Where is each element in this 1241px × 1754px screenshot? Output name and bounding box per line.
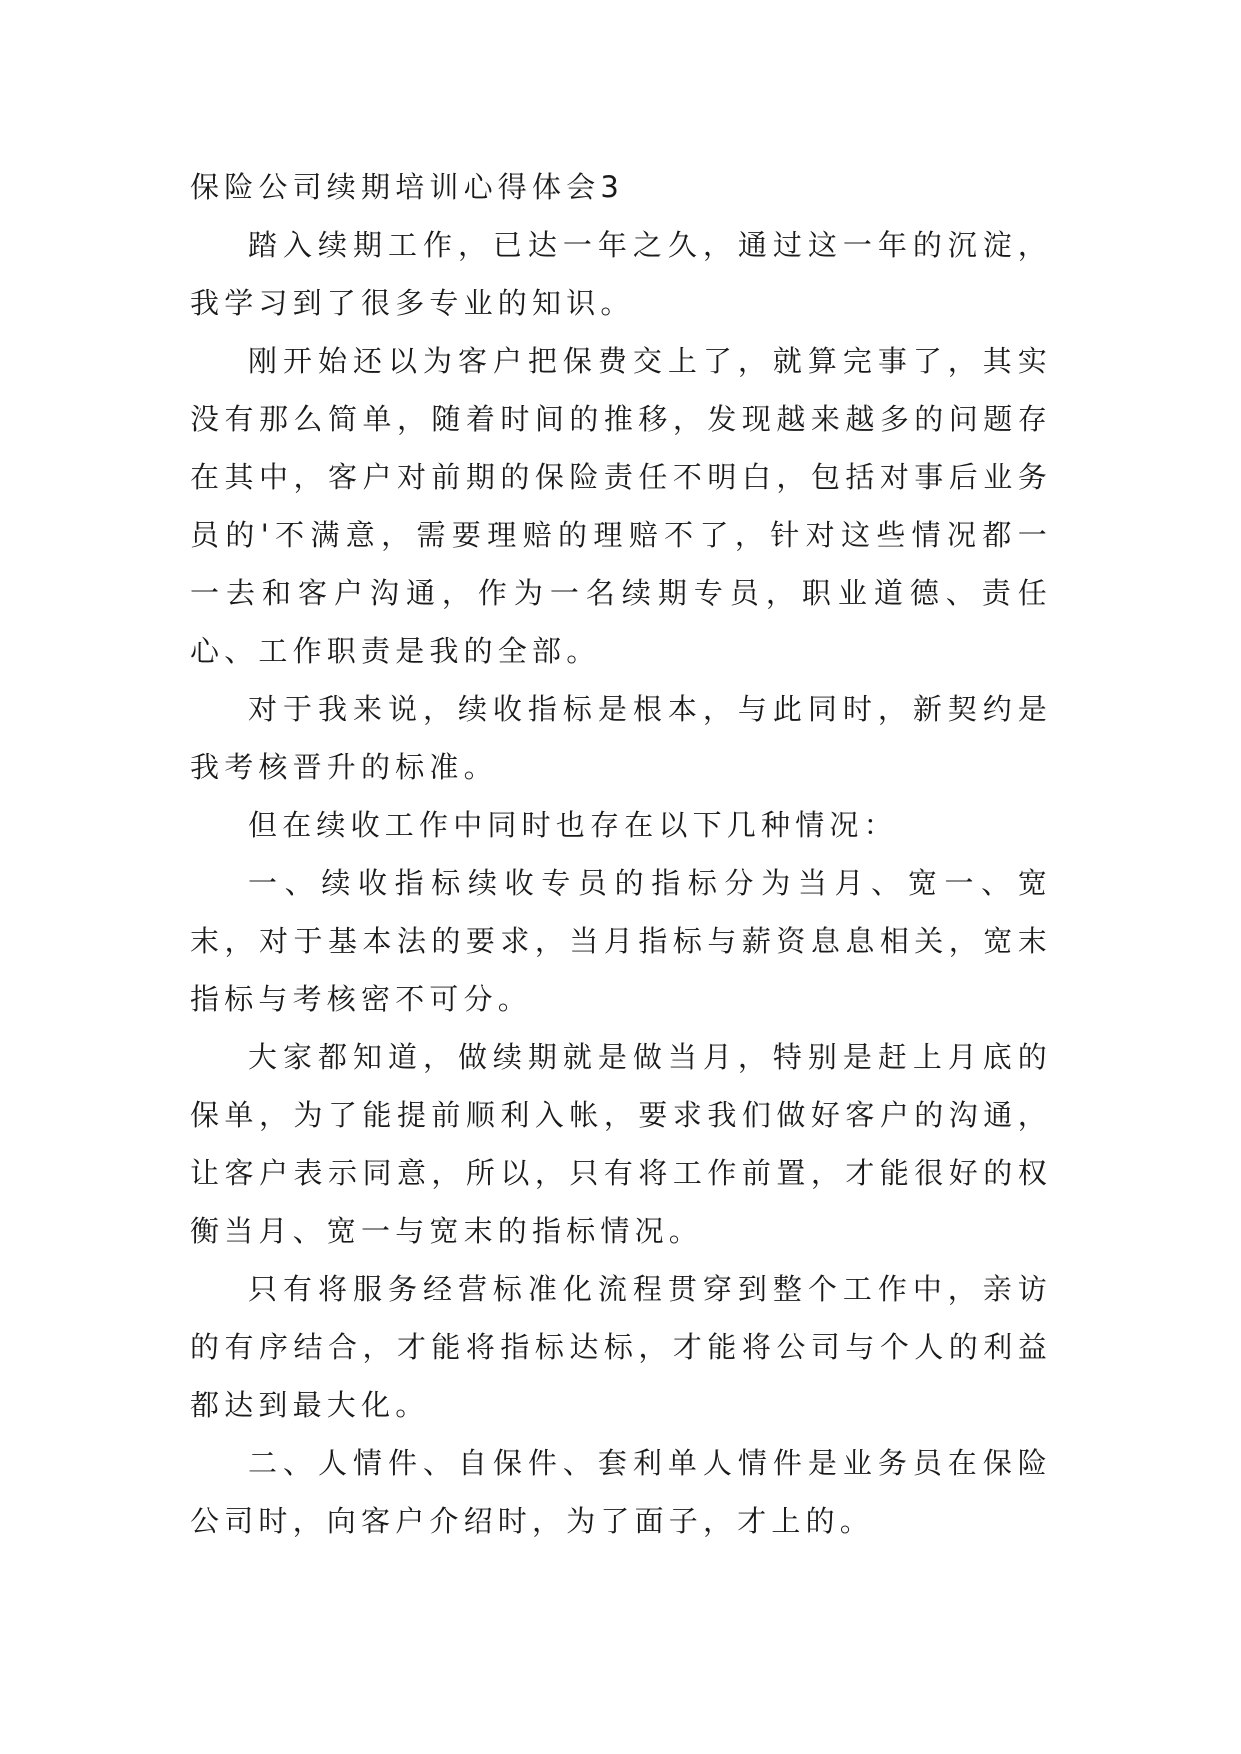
paragraph: 踏入续期工作，已达一年之久，通过这一年的沉淀，我学习到了很多专业的知识。 xyxy=(190,228,1052,320)
paragraph: 但在续收工作中同时也存在以下几种情况： xyxy=(248,808,898,842)
paragraph: 对于我来说，续收指标是根本，与此同时，新契约是我考核晋升的标准。 xyxy=(190,692,1052,784)
paragraph: 一、续收指标续收专员的指标分为当月、宽一、宽末，对于基本法的要求，当月指标与薪资息息相关，宽末指标与考核密不可分。 xyxy=(190,866,1052,1016)
document-body xyxy=(190,158,1052,1550)
document-title: 保险公司续期培训心得体会3 xyxy=(190,170,625,204)
paragraph: 大家都知道，做续期就是做当月，特别是赶上月底的保单，为了能提前顺利入帐，要求我们做好客户的沟通，让客户表示同意，所以，只有将工作前置，才能很好的权衡当月、宽一与宽末的指标情况。 xyxy=(190,1040,1052,1248)
paragraph: 二、人情件、自保件、套利单人情件是业务员在保险公司时，向客户介绍时，为了面子，才上的。 xyxy=(190,1446,1052,1538)
paragraph: 刚开始还以为客户把保费交上了，就算完事了，其实没有那么简单，随着时间的推移，发现越来越多的问题存在其中，客户对前期的保险责任不明白，包括对事后业务员的'不满意，需要理赔的理赔不了，针对这些情况都一一去和客户沟通，作为一名续期专员，职业道德、责任心、工作职责是我的全部。 xyxy=(190,344,1052,668)
paragraph: 只有将服务经营标准化流程贯穿到整个工作中，亲访的有序结合，才能将指标达标，才能将公司与个人的利益都达到最大化。 xyxy=(190,1272,1052,1422)
